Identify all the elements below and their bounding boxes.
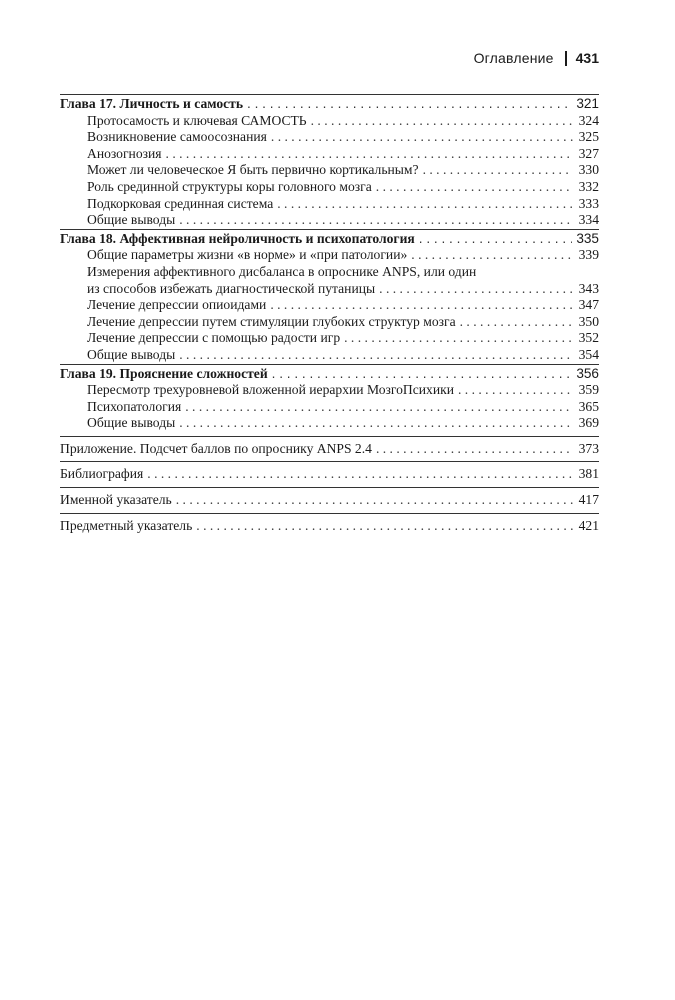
toc-entry-page: 324 bbox=[578, 112, 599, 128]
toc-entry[interactable] bbox=[60, 297, 599, 314]
running-header bbox=[474, 50, 599, 66]
toc-entry-title: Психопатология bbox=[87, 398, 182, 414]
toc-entry-title: Возникновение самоосознания bbox=[87, 129, 267, 145]
dot-leader bbox=[247, 96, 572, 113]
toc-entry-page: 333 bbox=[578, 195, 599, 211]
toc-entry-page: 334 bbox=[578, 212, 599, 228]
chapter-block-18 bbox=[60, 229, 599, 364]
dot-leader bbox=[379, 281, 573, 298]
toc-entry-page: 354 bbox=[578, 346, 599, 362]
toc-entry-page: 327 bbox=[578, 145, 599, 161]
toc-entry-title: Общие параметры жизни «в норме» и «при патологии» bbox=[87, 247, 408, 263]
toc-entry[interactable] bbox=[60, 314, 599, 331]
toc-entry[interactable] bbox=[60, 415, 599, 432]
toc-entry[interactable] bbox=[60, 179, 599, 196]
toc-entry-page: 339 bbox=[578, 247, 599, 263]
dot-leader bbox=[376, 441, 573, 458]
dot-leader bbox=[185, 399, 573, 416]
toc-entry-title: Пересмотр трехуровневой вложенной иерархии МозгоПсихики bbox=[87, 382, 454, 398]
header-divider bbox=[565, 51, 567, 66]
toc-entry[interactable] bbox=[60, 212, 599, 229]
toc-entry-title: Может ли человеческое Я быть первично кортикальным? bbox=[87, 162, 419, 178]
chapter-block-17 bbox=[60, 94, 599, 229]
toc-backmatter-entry[interactable] bbox=[60, 466, 599, 483]
dot-leader bbox=[277, 196, 573, 213]
toc-entry-title: Лечение депрессии с помощью радости игр bbox=[87, 330, 341, 346]
toc-chapter-entry[interactable] bbox=[60, 96, 599, 113]
toc-entry[interactable] bbox=[60, 330, 599, 347]
dot-leader bbox=[271, 129, 573, 146]
back-matter bbox=[60, 513, 599, 535]
toc-entry-page: 350 bbox=[578, 313, 599, 329]
toc-entry-page: 417 bbox=[578, 492, 599, 508]
toc-entry-page: 381 bbox=[578, 466, 599, 482]
toc-entry-title: Лечение депрессии путем стимуляции глубоких структур мозга bbox=[87, 313, 456, 329]
toc-entry-page: 330 bbox=[578, 162, 599, 178]
back-matter bbox=[60, 487, 599, 509]
section-title: Оглавление bbox=[473, 50, 554, 66]
dot-leader bbox=[270, 297, 573, 314]
dot-leader bbox=[179, 415, 573, 432]
dot-leader bbox=[311, 113, 573, 130]
toc-entry[interactable] bbox=[60, 129, 599, 146]
toc-entry-title: Именной указатель bbox=[60, 492, 172, 508]
table-of-contents bbox=[60, 94, 599, 534]
toc-entry[interactable] bbox=[60, 382, 599, 399]
toc-entry-page: 421 bbox=[578, 517, 599, 533]
toc-entry[interactable] bbox=[60, 247, 599, 264]
toc-chapter-entry[interactable] bbox=[60, 231, 599, 248]
dot-leader bbox=[179, 347, 573, 364]
toc-entry-title: Общие выводы bbox=[87, 415, 176, 431]
toc-entry-title: Общие выводы bbox=[87, 346, 176, 362]
toc-entry-title: Общие выводы bbox=[87, 212, 176, 228]
dot-leader bbox=[423, 162, 573, 179]
chapter-block-19 bbox=[60, 364, 599, 432]
dot-leader bbox=[376, 179, 573, 196]
toc-entry-title: Подкорковая срединная система bbox=[87, 195, 274, 211]
page-number: 431 bbox=[575, 50, 599, 66]
dot-leader bbox=[147, 466, 573, 483]
toc-entry-title: Роль срединной структуры коры головного мозга bbox=[87, 178, 372, 194]
toc-entry-page: 343 bbox=[578, 280, 599, 296]
dot-leader bbox=[411, 247, 573, 264]
dot-leader bbox=[272, 366, 573, 383]
toc-entry-page: 369 bbox=[578, 415, 599, 431]
toc-entry-title-line1[interactable]: Измерения аффективного дисбаланса в опроснике ANPS, или один bbox=[87, 263, 477, 279]
toc-entry-title: Глава 19. Прояснение сложностей bbox=[60, 365, 268, 381]
toc-entry-title: Глава 18. Аффективная нейроличность и психопатология bbox=[60, 230, 415, 246]
dot-leader bbox=[460, 314, 573, 331]
toc-entry[interactable] bbox=[60, 196, 599, 213]
dot-leader bbox=[196, 518, 573, 535]
toc-entry[interactable] bbox=[60, 146, 599, 163]
dot-leader bbox=[179, 212, 573, 229]
back-matter bbox=[60, 461, 599, 483]
toc-entry-title: Протосамость и ключевая САМОСТЬ bbox=[87, 112, 307, 128]
dot-leader bbox=[176, 492, 573, 509]
toc-entry[interactable] bbox=[60, 281, 599, 298]
dot-leader bbox=[166, 146, 573, 163]
toc-entry-page: 373 bbox=[578, 440, 599, 456]
toc-entry-page: 347 bbox=[578, 297, 599, 313]
toc-entry-page: 321 bbox=[576, 96, 599, 111]
dot-leader bbox=[344, 330, 573, 347]
toc-entry-page: 365 bbox=[578, 398, 599, 414]
toc-entry-title: Лечение депрессии опиоидами bbox=[87, 297, 267, 313]
toc-backmatter-entry[interactable] bbox=[60, 518, 599, 535]
dot-leader bbox=[419, 231, 573, 248]
toc-entry[interactable] bbox=[60, 113, 599, 130]
toc-entry[interactable] bbox=[60, 347, 599, 364]
toc-entry-title: Предметный указатель bbox=[60, 517, 193, 533]
back-matter bbox=[60, 436, 599, 458]
toc-entry[interactable] bbox=[60, 399, 599, 416]
toc-entry-title: Библиография bbox=[60, 466, 144, 482]
toc-entry-page: 335 bbox=[576, 230, 599, 246]
dot-leader bbox=[458, 382, 573, 399]
toc-chapter-entry[interactable] bbox=[60, 366, 599, 383]
toc-entry-page: 359 bbox=[578, 382, 599, 398]
toc-entry-title: из способов избежать диагностической путаницы bbox=[87, 280, 376, 296]
toc-entry-title: Анозогнозия bbox=[87, 145, 162, 161]
toc-entry-title: Глава 17. Личность и самость bbox=[60, 96, 244, 111]
toc-entry-title: Приложение. Подсчет баллов по опроснику ANPS 2.4 bbox=[60, 440, 372, 456]
toc-entry-page: 332 bbox=[578, 178, 599, 194]
toc-entry[interactable] bbox=[60, 162, 599, 179]
toc-entry-page: 352 bbox=[578, 330, 599, 346]
toc-entry-page: 325 bbox=[578, 129, 599, 145]
toc-backmatter-entry[interactable] bbox=[60, 441, 599, 458]
toc-entry-page: 356 bbox=[576, 365, 599, 381]
toc-backmatter-entry[interactable] bbox=[60, 492, 599, 509]
